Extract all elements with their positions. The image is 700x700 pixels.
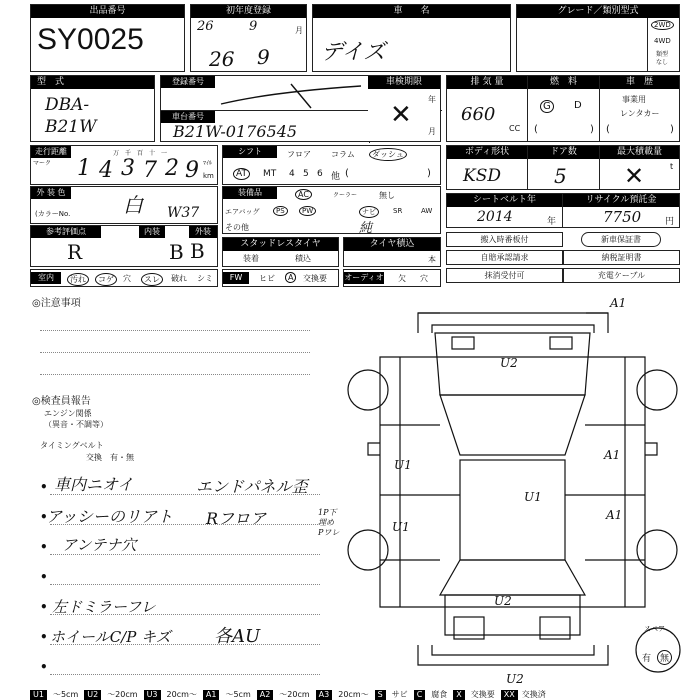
timing-value: 交換 有・無: [86, 453, 134, 462]
damage-front: A1: [610, 296, 627, 310]
mileage-digits-label: 万 千 百 十 一: [113, 150, 168, 157]
shift-paren-close: ): [427, 168, 431, 179]
eval-label: 参考評価点: [31, 226, 101, 238]
legend-desc-a2: ～20cm: [279, 690, 310, 699]
legend-desc-u3: 20cm～: [166, 690, 197, 699]
legend-desc-a3: 20cm～: [338, 690, 369, 699]
fuel-paren-open: (: [534, 124, 538, 135]
report-note: 1P下 埋め Pワレ: [318, 508, 340, 537]
mileage-unit: km: [203, 172, 214, 180]
doors-label: ドア数: [528, 146, 599, 159]
damage-right-rear: A1: [606, 508, 623, 522]
first-reg-month-printed: 9: [249, 19, 258, 34]
damage-right-front: A1: [604, 448, 621, 462]
report-line-3: アンテナ穴: [62, 536, 137, 554]
legend-code-u3: U3: [144, 690, 161, 700]
report-line-1: 車内ニオイ: [54, 475, 134, 494]
report-bullet-3: •: [40, 540, 48, 554]
report-rule-7: [50, 674, 320, 675]
capacity-unit: t: [670, 162, 674, 171]
fuel-label: 燃 料: [528, 76, 599, 89]
mileage-mark-label: マーク: [33, 160, 52, 167]
equipment-label: 装備品: [223, 187, 277, 199]
equipment-none[interactable]: 無し: [379, 191, 395, 200]
doc-cable[interactable]: 充電ケーブル: [563, 268, 680, 283]
recycle-box: [562, 193, 680, 228]
displacement-label: 排 気 量: [447, 76, 527, 89]
eval-interior-label: 内装: [139, 226, 165, 238]
inspection-year-label: 年: [428, 95, 436, 104]
grade-option-4wd[interactable]: 4WD: [654, 37, 671, 45]
damage-hood: U2: [500, 356, 518, 370]
mileage-digit-4: 7: [143, 158, 157, 183]
fw-a[interactable]: A: [285, 272, 296, 283]
fw-box: [222, 269, 339, 287]
spare-no[interactable]: 無: [657, 650, 672, 665]
shift-paren-open: (: [345, 168, 349, 179]
report-line-2: アッシーのリアト: [46, 507, 173, 526]
report-rule-6: [50, 644, 320, 645]
body-type-value: KSD: [463, 166, 501, 186]
equipment-cooler[interactable]: クーラー: [333, 192, 358, 199]
fuel-option-g[interactable]: G: [540, 100, 554, 113]
damage-left-rear: U1: [392, 520, 410, 534]
eval-interior: B: [169, 240, 184, 264]
model-label: 型 式: [31, 76, 154, 89]
legend-desc-u1: ～5cm: [52, 690, 79, 699]
notes-rule-3: [40, 374, 310, 375]
inspector-title: ◎検査員報告: [32, 396, 91, 407]
reg-no-strike: [211, 78, 371, 112]
history-option-rental[interactable]: レンタカー: [620, 109, 660, 118]
grade-label: グレード／類別型式: [517, 5, 679, 18]
report-line-5: 左ドミラーフレ: [52, 598, 156, 616]
fw-label: FW: [223, 272, 249, 284]
seatbelt-box: [446, 193, 563, 228]
timing-label: タイミングベルト: [40, 441, 104, 450]
recycle-unit: 円: [665, 217, 675, 227]
fuel-box: [527, 75, 600, 142]
recycle-label: リサイクル預託金: [563, 194, 679, 207]
studless-label: スタッドレスタイヤ: [223, 238, 338, 251]
doors-value: 5: [554, 164, 567, 188]
first-reg-year-hw: 26: [209, 47, 235, 71]
seatbelt-label: シートベルト年: [447, 194, 562, 207]
report-bullet-2: •: [40, 510, 48, 524]
model-box: [30, 75, 155, 142]
chassis-label: 車台番号: [161, 111, 215, 123]
damage-trunk: U2: [494, 594, 512, 608]
damage-rear-bumper: U2: [506, 672, 524, 686]
equipment-ac[interactable]: AC: [295, 189, 312, 200]
car-name-label: 車 名: [313, 5, 510, 18]
legend-bar: [30, 690, 680, 700]
eval-score: R: [67, 240, 83, 264]
shift-trans-4[interactable]: 4: [289, 169, 295, 179]
legend-desc-u2: ～20cm: [107, 690, 138, 699]
first-reg-box: [190, 4, 307, 72]
engine-label: エンジン関係 （異音・不調等）: [44, 409, 108, 429]
grade-divider: [647, 18, 648, 72]
shift-label: シフト: [223, 146, 277, 158]
inspection-value: ✕: [390, 100, 412, 130]
report-rule-4: [50, 584, 320, 585]
interior-cond-label: 室内: [31, 272, 61, 284]
damage-left-front: U1: [394, 458, 412, 472]
grade-option-2wd[interactable]: 2WD: [651, 20, 674, 30]
audio-label: オーディオ: [344, 273, 384, 282]
stock-no-box: [30, 4, 185, 72]
exterior-label: 外 装 色: [31, 187, 71, 199]
capacity-box: [599, 145, 680, 190]
history-box: [599, 75, 680, 142]
shift-trans-other[interactable]: 他: [331, 172, 341, 182]
equipment-pw[interactable]: PW: [299, 206, 316, 216]
legend-code-a1: A1: [203, 690, 220, 700]
stock-no-label: 出品番号: [31, 5, 184, 18]
first-reg-month-label: 月: [295, 26, 303, 35]
report-bullet-6: •: [40, 630, 48, 644]
report-line-1-extra: エンドパネル歪: [196, 477, 308, 496]
equipment-other-label: その他: [225, 223, 249, 232]
capacity-label: 最大積載量: [600, 146, 679, 159]
legend-desc-c: 腐食: [431, 690, 448, 699]
stock-no-value: SY0025: [37, 23, 144, 56]
equipment-navi[interactable]: ナビ: [359, 206, 379, 218]
equipment-airbag[interactable]: エアバッグ: [225, 208, 260, 216]
displacement-box: [446, 75, 528, 142]
model-value: DBA- B21W: [45, 95, 97, 137]
grade-box: [516, 4, 680, 72]
grade-option-none[interactable]: 類型 なし: [656, 51, 669, 66]
spare-yes[interactable]: 有: [642, 654, 652, 664]
equipment-ps[interactable]: PS: [273, 206, 288, 216]
interior-cond-stain[interactable]: シミ: [197, 274, 213, 283]
equipment-sr[interactable]: SR: [393, 207, 403, 215]
seatbelt-unit: 年: [547, 217, 557, 227]
car-name-value: デイズ: [321, 40, 386, 65]
report-bullet-7: •: [40, 660, 48, 674]
mileage-digit-6: 9: [185, 158, 199, 183]
doc-plate[interactable]: 搬入時番板付: [446, 232, 563, 247]
exterior-color: 白: [123, 193, 143, 217]
car-name-box: [312, 4, 511, 72]
report-rule-5: [50, 614, 320, 615]
report-bullet-4: •: [40, 570, 48, 584]
history-option-business[interactable]: 事業用: [622, 95, 646, 104]
first-reg-label: 初年度登録: [191, 5, 306, 18]
first-reg-month-hw: 9: [257, 45, 270, 69]
legend-code-a3: A3: [316, 690, 333, 700]
mileage-digit-1: 1: [77, 156, 91, 181]
legend-code-u2: U2: [84, 690, 101, 700]
car-damage-diagram: [340, 295, 685, 685]
legend-desc-xx: 交換済: [521, 690, 546, 699]
notes-title: ◎注意事項: [32, 298, 81, 309]
legend-code-s: S: [375, 690, 386, 700]
report-rule-3: [50, 554, 320, 555]
notes-rule-1: [40, 330, 310, 331]
mileage-label: 走行距離: [31, 146, 71, 158]
mileage-digit-3: 3: [121, 156, 135, 181]
doc-cancel[interactable]: 抹消受付可: [446, 268, 563, 283]
history-paren-close: ): [670, 124, 674, 135]
displacement-value: 660: [461, 104, 496, 125]
legend-code-c: C: [414, 690, 426, 700]
eval-exterior-visible: B: [190, 239, 205, 263]
studless-option-mounted[interactable]: 装着: [243, 254, 259, 263]
fuel-option-d[interactable]: D: [574, 100, 582, 111]
fw-replace[interactable]: 交換要: [303, 274, 327, 283]
interior-cond-scuff[interactable]: スレ: [141, 273, 163, 286]
report-bullet-5: •: [40, 600, 48, 614]
interior-cond-box: [30, 269, 218, 287]
doc-jibaiseki[interactable]: 自賠承認請求: [446, 250, 563, 265]
report-bullet-1: •: [40, 480, 48, 494]
interior-cond-tear[interactable]: 破れ: [171, 274, 187, 283]
body-type-box: [446, 145, 528, 190]
spare-label: スペア: [644, 625, 665, 633]
legend-code-a2: A2: [257, 690, 274, 700]
mileage-digit-2: 4: [99, 158, 113, 183]
seatbelt-value: 2014: [477, 209, 513, 225]
doors-box: [527, 145, 600, 190]
shift-trans-6[interactable]: 6: [317, 169, 323, 179]
interior-cond-dirt[interactable]: 汚れ: [67, 273, 89, 286]
eval-exterior-label: 外装: [189, 226, 217, 238]
fw-crack[interactable]: ヒビ: [259, 274, 275, 283]
doc-tax[interactable]: 納税証明書: [563, 250, 680, 265]
shift-trans-5[interactable]: 5: [303, 169, 309, 179]
mileage-digit-5: 2: [165, 156, 179, 181]
exterior-color-no-label: (カラーNo.: [35, 210, 71, 218]
interior-cond-burn[interactable]: コゲ: [95, 273, 117, 286]
chassis-value: B21W-0176545: [173, 122, 298, 141]
report-line-6: ホイールC/P キズ: [50, 628, 171, 646]
inspection-box: [368, 75, 441, 142]
mileage-box: [30, 145, 218, 185]
fuel-paren-close: ): [590, 124, 594, 135]
legend-code-xx: XX: [501, 690, 518, 700]
legend-desc-x: 交換要: [470, 690, 495, 699]
history-paren-open: (: [606, 124, 610, 135]
doc-warranty[interactable]: 新車保証書: [581, 232, 661, 247]
report-rule-2: [50, 524, 320, 525]
displacement-unit: CC: [509, 124, 521, 133]
shift-option-column[interactable]: コラム: [331, 150, 355, 159]
legend-desc-s: サビ: [391, 690, 408, 699]
interior-cond-hole[interactable]: 穴: [123, 274, 131, 283]
report-line-2-extra: Rフロア: [206, 509, 267, 528]
shift-box: [222, 145, 441, 185]
studless-box: [222, 237, 339, 267]
history-label: 車 歴: [600, 76, 679, 89]
shift-option-floor[interactable]: フロア: [287, 150, 311, 159]
tire-load-label: タイヤ積込: [344, 238, 440, 251]
studless-option-loaded[interactable]: 積込: [295, 254, 311, 263]
shift-trans-mt[interactable]: MT: [263, 169, 277, 179]
equipment-other-value: 純: [359, 221, 373, 236]
audio-missing[interactable]: 欠: [398, 274, 406, 283]
tire-load-box: [343, 237, 441, 267]
audio-box: [343, 269, 441, 287]
equipment-aw[interactable]: AW: [421, 207, 433, 215]
legend-desc-a1: ～5cm: [225, 690, 251, 699]
exterior-color-no: W37: [167, 205, 200, 221]
inspection-label: 車検期限: [368, 76, 440, 89]
inspection-month-label: 月: [428, 127, 436, 136]
notes-rule-2: [40, 352, 310, 353]
mileage-unit-top: ﾏｲﾙ: [203, 160, 213, 167]
report-line-6-extra: 各AU: [214, 626, 261, 647]
first-reg-era-year: 26: [197, 19, 214, 34]
exterior-box: [30, 186, 218, 224]
legend-code-u1: U1: [30, 690, 47, 700]
report-rule-1: [50, 494, 320, 495]
equipment-box: [222, 186, 441, 234]
shift-option-dash[interactable]: ダッシュ: [369, 148, 407, 161]
reg-no-label: 登録番号: [161, 76, 215, 88]
recycle-value: 7750: [603, 208, 642, 226]
capacity-value: ✕: [624, 162, 645, 190]
audio-hole[interactable]: 穴: [420, 274, 428, 283]
body-type-label: ボディ形状: [447, 146, 527, 159]
tire-load-unit: 本: [428, 255, 436, 264]
damage-roof: U1: [524, 490, 542, 504]
shift-trans-at[interactable]: AT: [233, 168, 250, 180]
legend-code-x: X: [453, 690, 464, 700]
